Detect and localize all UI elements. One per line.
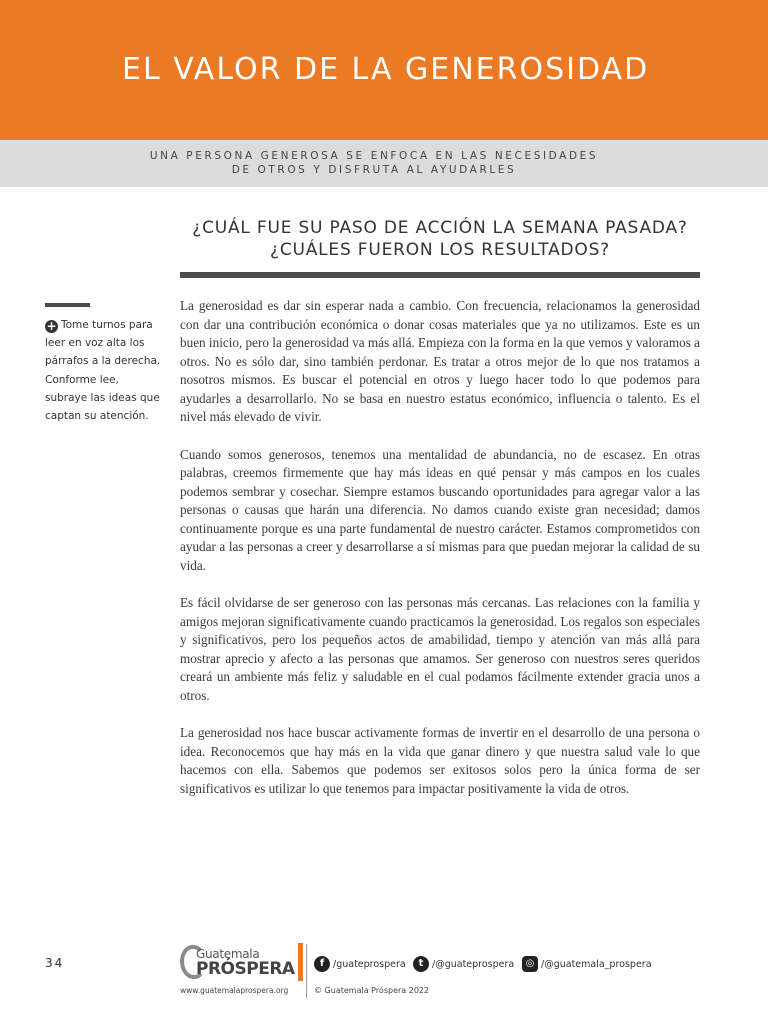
paragraph-3: Es fácil olvidarse de ser generoso con las personas más cercanas. Las relaciones con la familia y amigos mejoran significativamente cuando practicamos la generosidad. Los regalos son especiales y significativos, pero los pequeños actos de amabilidad, tiempo y atención van más allá para mostrar aprecio y afecto a las personas que amamos. Ser generoso con nuestros seres queridos creará un ambiente más feliz y saludable en el cual podamos fácilmente extender gracia unos a otros. xyxy=(180,595,700,703)
facebook-link[interactable] xyxy=(314,956,406,972)
question-divider xyxy=(180,272,700,278)
twitter-handle: /@guateprospera xyxy=(432,958,515,970)
facebook-handle: /guateprospera xyxy=(333,958,406,970)
question-line-2: ¿CUÁLES FUERON LOS RESULTADOS? xyxy=(270,240,610,260)
page-number: 34 xyxy=(45,956,65,970)
side-note xyxy=(45,316,163,425)
twitter-link[interactable] xyxy=(413,956,514,972)
subtitle-line-2: DE OTROS Y DISFRUTA AL AYUDARLES xyxy=(231,164,517,176)
logo-text-bottom: PRÓSPERA xyxy=(196,959,295,979)
section-question xyxy=(180,217,700,261)
paragraph-1: La generosidad es dar sin esperar nada a cambio. Con frecuencia, relacionamos la generosidad con dar una contribución económica o donar cosas materiales que ya no utilizamos. Este es un buen inicio, pero la generosidad va más allá. Empieza con la forma en la que vemos y valoramos a otros. No es sólo dar, sino también perdonar. Es tratar a otros mejor de lo que nos tratamos a nosotros mismos. Es buscar el potencial en otros y luego hacer todo lo que podemos para ayudarles a desarrollarlo. No se basa en nuestro estatus económico, influencia o talento. Es el nivel más elevado de vivir. xyxy=(180,298,700,424)
logo-accent-bar xyxy=(298,943,303,981)
paragraph-4: La generosidad nos hace buscar activamente formas de invertir en el desarrollo de una persona o idea. Reconocemos que hay más en la vida que ganar dinero y que nuestra salud vale lo que hacemos con ella. Sabemos que podemos ser exitosos solos pero la única forma de ser significativos es utilizar lo que tenemos para impactar positivamente la vida de otros. xyxy=(180,725,700,796)
side-note-text: Tome turnos para leer en voz alta los párrafos a la derecha. Conforme lee, subraye las ideas que captan su atención. xyxy=(45,319,161,423)
subtitle-line-1: UNA PERSONA GENEROSA SE ENFOCA EN LAS NECESIDADES xyxy=(149,150,599,162)
subtitle xyxy=(0,149,748,177)
paragraph-2: Cuando somos generosos, tenemos una mentalidad de abundancia, no de escasez. En otras palabras, creemos firmemente que hay más ideas en qué pensar y más campos en los cuales podemos sembrar y cosechar. Siempre estamos buscando oportunidades para agregar valor a las personas o causas que harán una diferencia. No damos cuando existe gran necesidad; damos continuamente porque es una parte fundamental de nuestro carácter. Estamos comprometidos con ayudar a las personas a creer y desarrollarse a sí mismas para que puedan mejorar la calidad de su vida. xyxy=(180,446,700,573)
logo-text-top: Guatemala xyxy=(196,947,260,961)
instagram-link[interactable] xyxy=(522,956,652,972)
header-banner xyxy=(0,0,768,140)
plus-circle-icon: + xyxy=(46,319,57,333)
copyright: © Guatemala Próspera 2022 xyxy=(314,986,430,995)
website-link[interactable]: www.guatemalaprospera.org xyxy=(180,986,289,995)
article-body xyxy=(180,297,700,817)
instagram-handle: /@guatemala_prospera xyxy=(541,958,652,970)
side-note-divider xyxy=(45,303,90,307)
page-title: EL VALOR DE LA GENEROSIDAD xyxy=(122,52,650,87)
instagram-icon: ◎ xyxy=(522,956,538,972)
question-line-1: ¿CUÁL FUE SU PASO DE ACCIÓN LA SEMANA PASADA? xyxy=(192,218,688,238)
guatemala-prospera-logo xyxy=(180,943,300,983)
twitter-icon: t xyxy=(413,956,429,972)
footer-divider xyxy=(306,944,307,998)
facebook-icon: f xyxy=(314,956,330,972)
